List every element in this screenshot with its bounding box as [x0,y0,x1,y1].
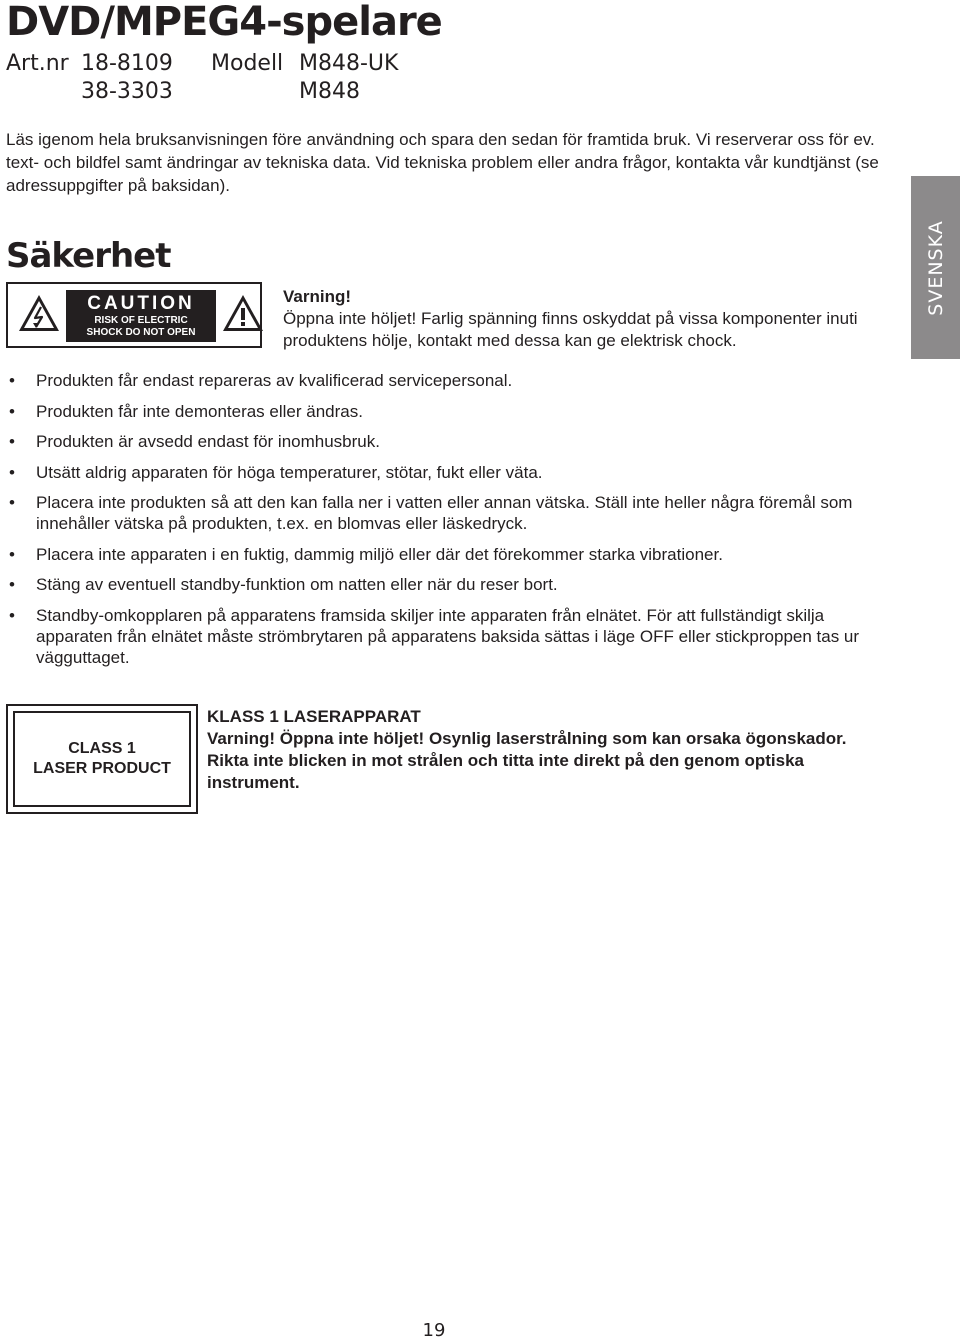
list-item: • Placera inte produkten så att den kan falla ner i vatten eller annan vätska. Ställ inte heller några föremål som innehåller vätska på produkten, t.ex. en blomvas eller läskedryck. [6,492,876,534]
model-label: Modell [211,51,284,76]
list-item: • Produkten får inte demonteras eller ändras. [6,401,876,422]
laser-label-inner [13,711,191,807]
list-item: • Utsätt aldrig apparaten för höga temperaturer, stötar, fukt eller väta. [6,462,876,483]
laser-label-line-2: LASER PRODUCT [33,760,171,777]
model-number: M848 [299,79,360,104]
section-heading-safety: Säkerhet [6,236,171,276]
caution-line-1: RISK OF ELECTRIC [94,315,188,326]
list-item: • Placera inte apparaten i en fuktig, dammig miljö eller där det förekommer starka vibrationer. [6,544,876,565]
page-title: DVD/MPEG4-spelare [6,0,442,45]
art-number: 38-3303 [81,79,173,104]
language-tab [911,176,960,359]
laser-heading: KLASS 1 LASERAPPARAT [207,707,421,726]
intro-text: Läs igenom hela bruksanvisningen före användning och spara den sedan för framtida bruk. Vi reserverar oss för ev. text- och bildfel samt ändringar av tekniska data. Vid tekniska problem eller andra frågor, kontakta vår kundtjänst (se adressuppgifter på baksidan). [6,130,879,195]
lightning-triangle-icon [17,293,61,333]
art-number: 18-8109 [81,51,173,76]
page-number: 19 [422,1320,446,1341]
exclamation-triangle-icon [221,293,265,333]
list-item: • Standby-omkopplaren på apparatens framsida skiljer inte apparaten från elnätet. För att fullständigt skilja apparaten från elnätet måste strömbrytaren på apparatens baksida sättas i läge OFF eller stickproppen tas ur vägguttaget. [6,605,876,668]
warning-text: Öppna inte höljet! Farlig spänning finns oskyddat på vissa komponenter inuti produktens hölje, kontakt med dessa kan ge elektrisk chock. [283,309,858,350]
laser-warning-text: Varning! Öppna inte höljet! Osynlig laserstrålning som kan orsaka ögonskador. Rikta inte blicken in mot strålen och titta inte direkt på den genom optiska instrument. [207,729,847,792]
laser-class-label [6,704,198,814]
list-item: • Stäng av eventuell standby-funktion om natten eller när du reser bort. [6,574,876,595]
list-item: • Produkten är avsedd endast för inomhusbruk. [6,431,876,452]
caution-title: CAUTION [87,293,195,314]
model-number: M848-UK [299,51,399,76]
language-tab-label: SVENSKA [924,219,947,316]
safety-bullet-list [6,370,876,677]
laser-warning [207,706,847,794]
caution-label [6,282,262,348]
caution-panel [66,290,216,342]
warning-title: Varning! [283,287,352,306]
article-info [6,50,398,106]
caution-line-2: SHOCK DO NOT OPEN [86,327,196,338]
warning-block [283,286,883,352]
laser-label-line-1: CLASS 1 [68,740,136,757]
list-item: • Produkten får endast repareras av kvalificerad servicepersonal. [6,370,876,391]
art-label: Art.nr [6,51,69,76]
